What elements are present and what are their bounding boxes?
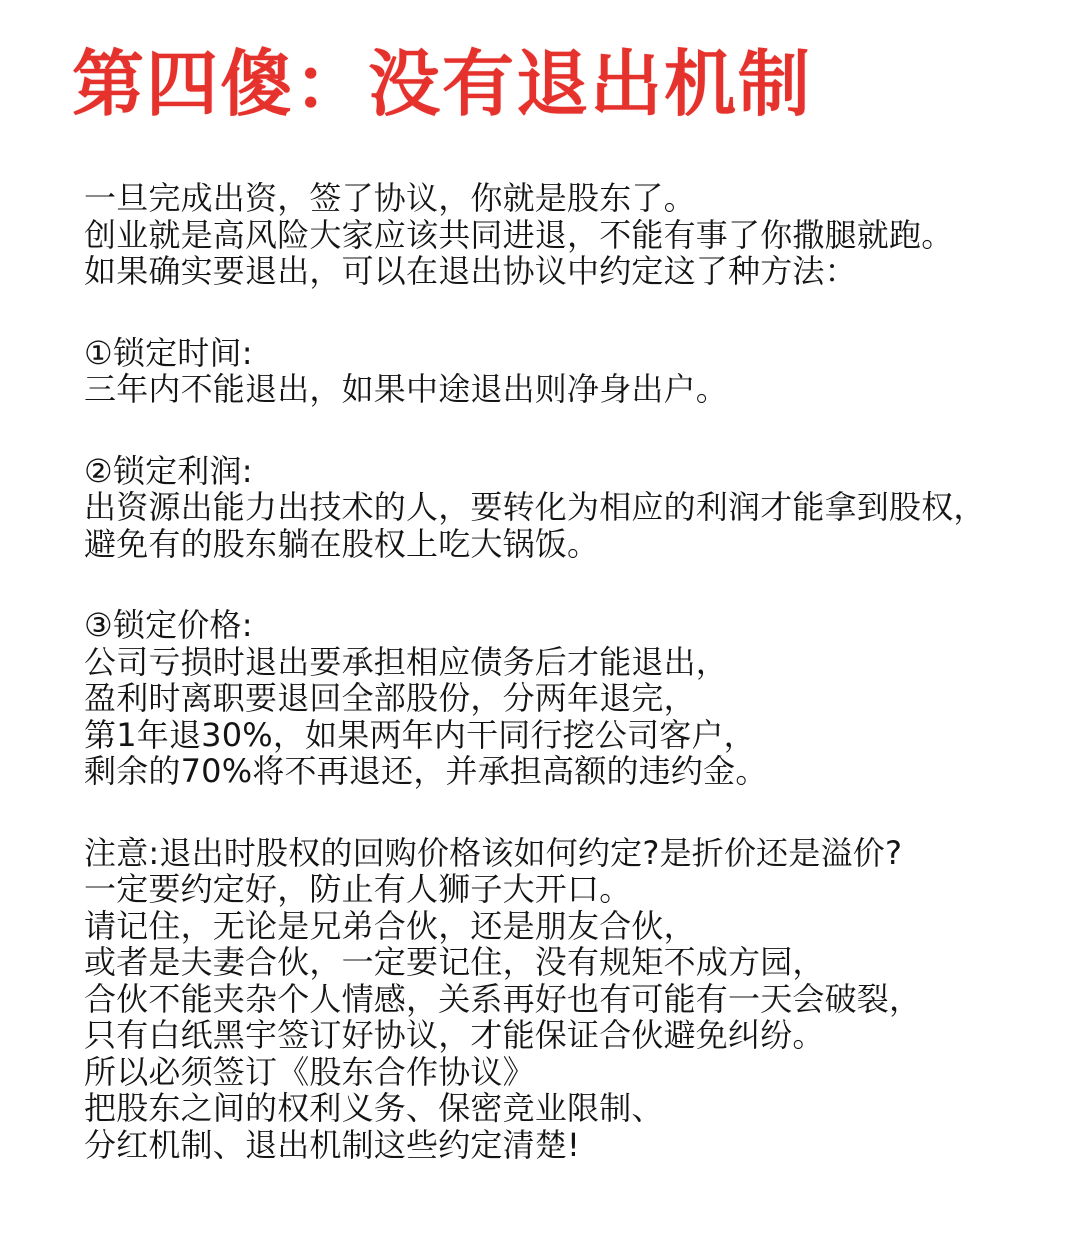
method-heading: ①锁定时间:: [84, 333, 253, 372]
method-line: 盈利时离职要退回全部股份，分两年退完，: [84, 679, 696, 717]
method-line: 公司亏损时退出要承担相应债务后才能退出，: [84, 642, 729, 681]
method-time: [84, 335, 1064, 408]
page-title: 第四傻：没有退出机制: [72, 42, 813, 126]
article-body: [84, 180, 1064, 1163]
method-line: 第1年退30%，如果两年内干同行挖公司客户，: [84, 715, 756, 754]
notice-line: 只有白纸黑宇签订好协议，才能保证合伙避免纠纷。: [84, 1016, 825, 1054]
intro-line: 一旦完成出资，签了协议，你就是股东了。: [84, 179, 696, 217]
method-profit: [84, 453, 1064, 563]
method-heading: ②锁定利润:: [84, 451, 253, 490]
notice-line: 请记住，无论是兄弟合伙，还是朋友合伙，: [84, 906, 696, 945]
intro-line: 创业就是高风险大家应该共同进退，不能有事了你撒腿就跑。: [84, 215, 954, 254]
notice-line: 所以必须签订《股东合作协议》: [84, 1052, 535, 1091]
notice-line: 一定要约定好，防止有人狮子大开口。: [84, 870, 632, 908]
notice-line: 合伙不能夹杂个人情感，关系再好也有可能有一天会破裂，: [84, 979, 922, 1018]
method-line: 出资源出能力出技术的人，要转化为相应的利润才能拿到股权，: [84, 488, 986, 526]
method-line: 剩余的70%将不再退还，并承担高额的违约金。: [84, 752, 768, 790]
method-line: 三年内不能退出，如果中途退出则净身出户。: [84, 370, 729, 408]
method-price: [84, 607, 1064, 790]
method-heading: ③锁定价格:: [84, 606, 253, 644]
method-line: 避免有的股东躺在股权上吃大锅饭。: [84, 524, 600, 563]
intro-paragraph: [84, 180, 1064, 290]
notice-line: 分红机制、退出机制这些约定清楚!: [84, 1125, 581, 1164]
notice-paragraph: [84, 835, 1064, 1164]
notice-line: 或者是夫妻合伙，一定要记住，没有规矩不成方园，: [84, 943, 825, 981]
notice-line: 把股东之间的权利义务、保密竞业限制、: [84, 1089, 664, 1127]
intro-line: 如果确实要退出，可以在退出协议中约定这了种方法：: [84, 252, 857, 290]
notice-line: 注意:退出时股权的回购价格该如何约定?是折价还是溢价?: [84, 833, 903, 872]
